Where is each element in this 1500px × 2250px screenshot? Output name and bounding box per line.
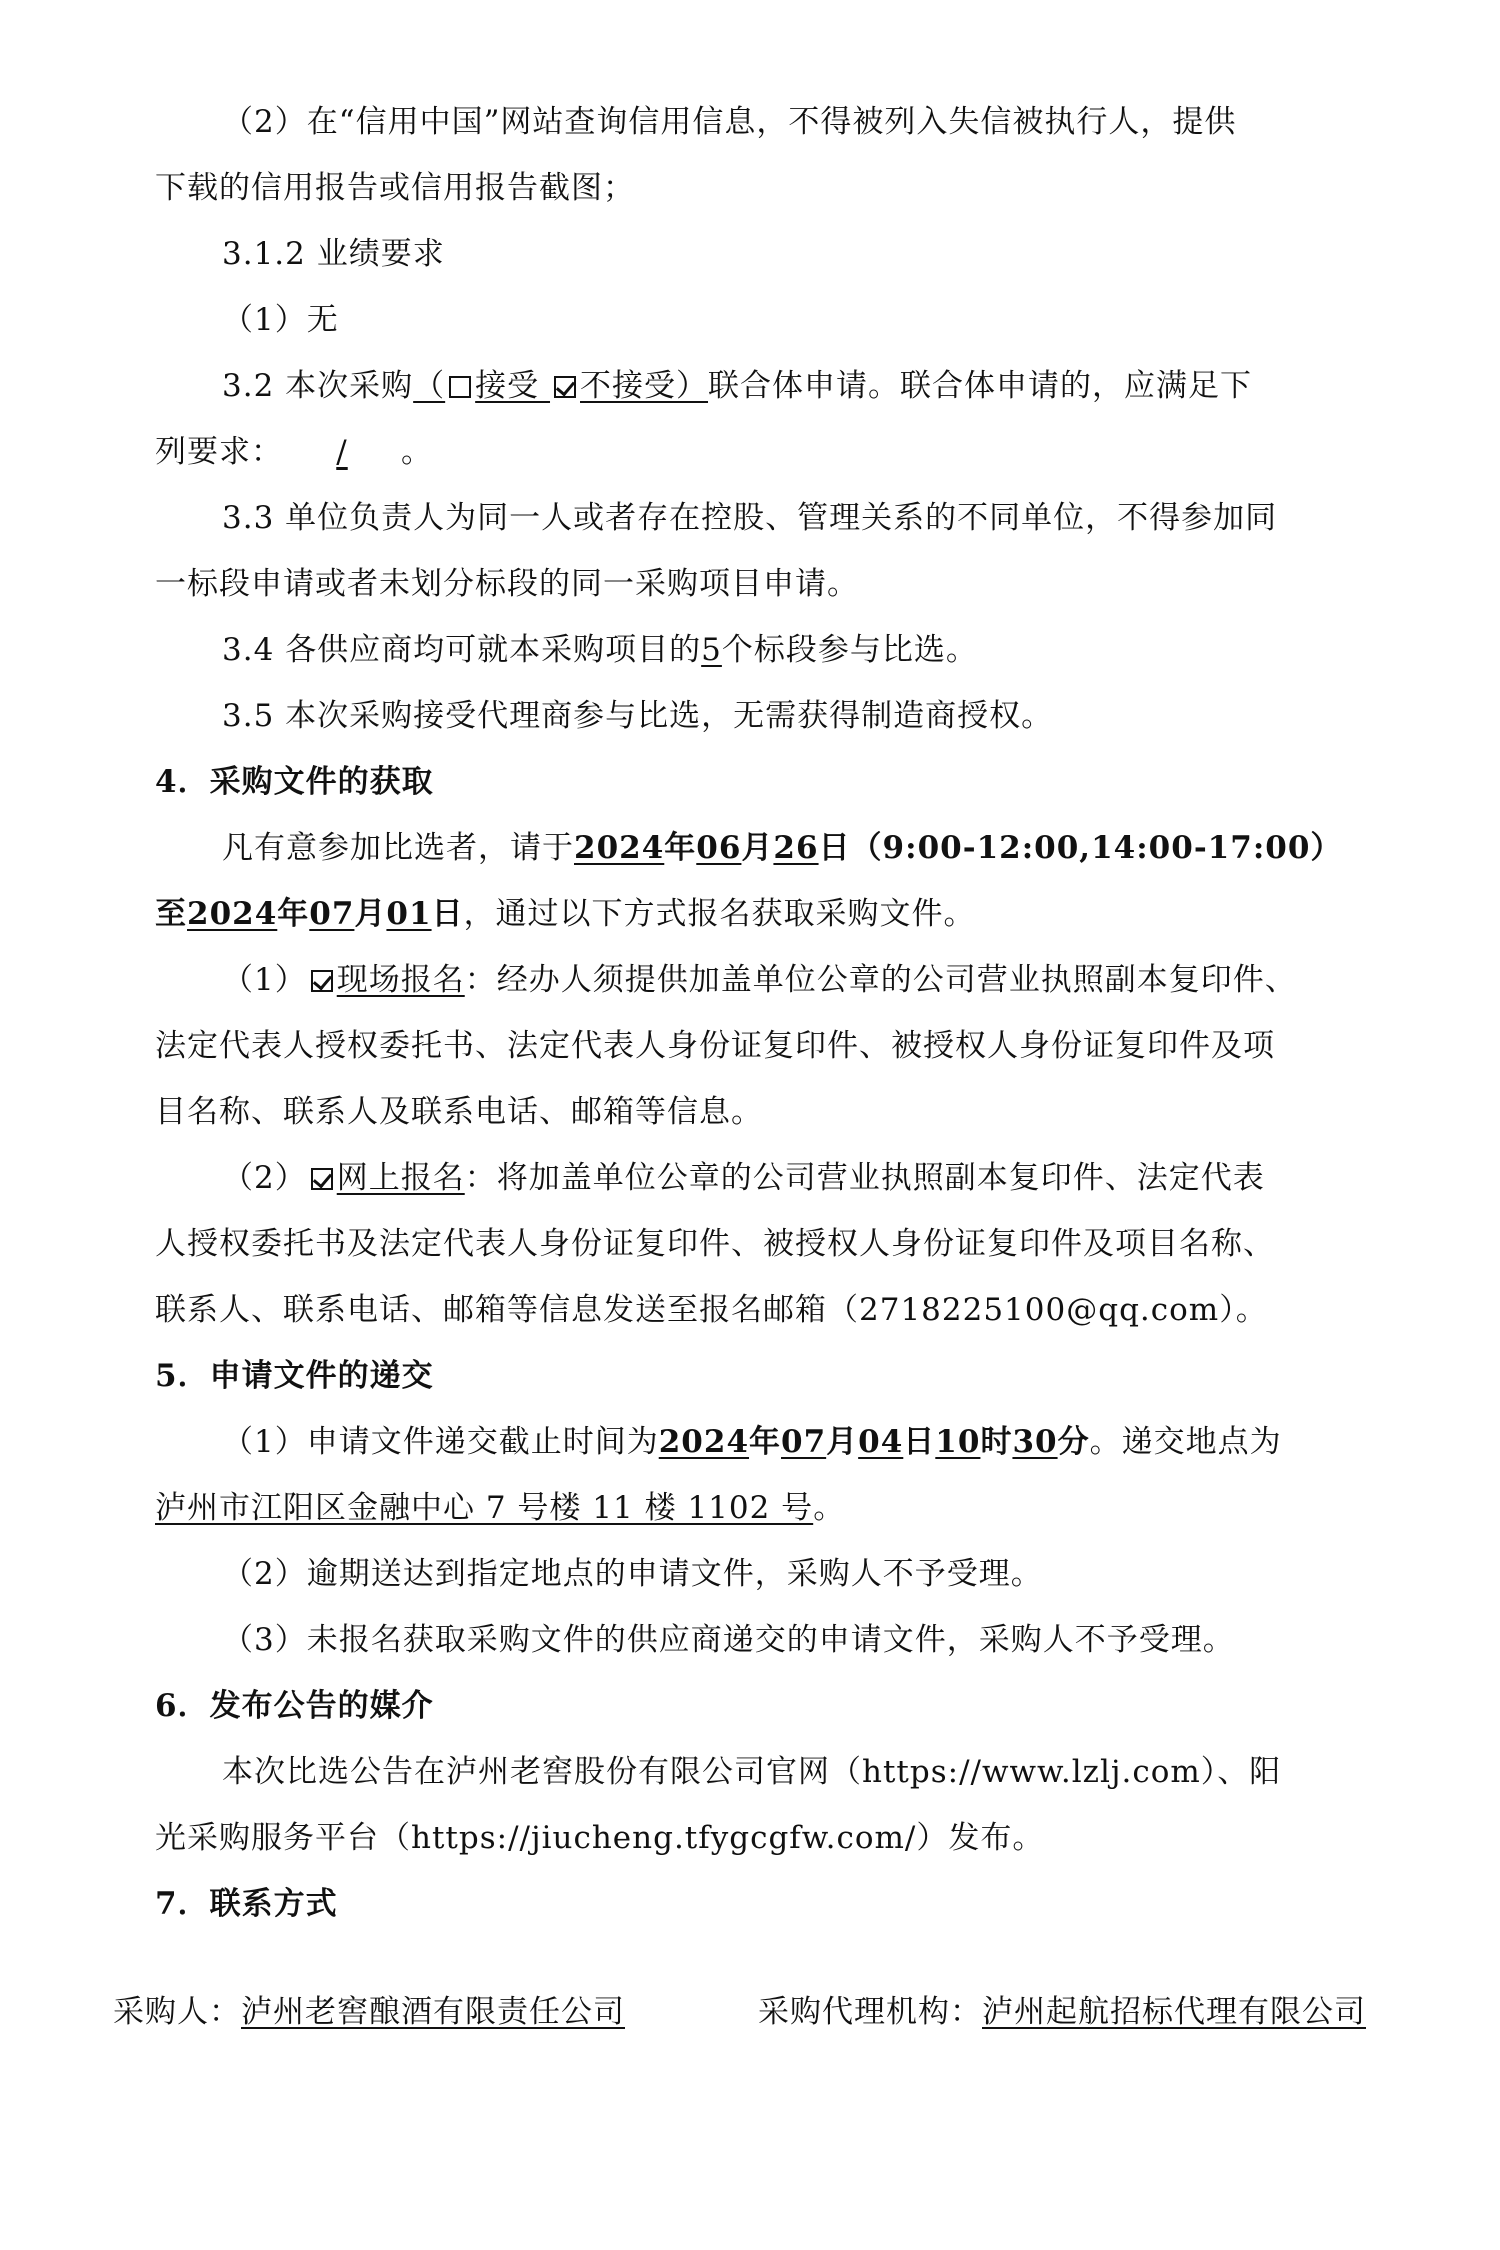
section-3-3 <box>222 496 1412 540</box>
paragraph-line <box>222 958 1412 1002</box>
date-month: 06 <box>696 830 742 866</box>
text: 3.5 本次采购接受代理商参与比选，无需获得制造商授权。 <box>222 698 1054 734</box>
text: 3.2 本次采购 <box>222 368 414 404</box>
text: （2）逾期送达到指定地点的申请文件，采购人不予受理。 <box>222 1556 1043 1592</box>
text: （3）未报名获取采购文件的供应商递交的申请文件，采购人不予受理。 <box>222 1622 1235 1658</box>
onsite-registration: 现场报名 <box>336 962 465 998</box>
text: 目名称、联系人及联系电话、邮箱等信息。 <box>155 1094 763 1130</box>
text: 不接受） <box>580 368 709 404</box>
heading-5 <box>155 1354 1345 1398</box>
paragraph-line <box>222 1552 1412 1596</box>
section-3-4 <box>222 628 1412 672</box>
date-year: 2024 <box>187 896 278 932</box>
date-year: 2024 <box>574 830 665 866</box>
buyer-label: 采购人： <box>113 1994 241 2030</box>
paragraph-line <box>155 562 1345 606</box>
text: 至 <box>155 896 187 932</box>
paragraph-line <box>155 166 1345 210</box>
text: 3.4 各供应商均可就本采购项目的 <box>222 632 702 668</box>
text: （2）在“信用中国”网站查询信用信息，不得被列入失信被执行人，提供 <box>222 104 1237 140</box>
text: （1） <box>222 962 307 998</box>
text: 5．申请文件的递交 <box>155 1358 434 1394</box>
paragraph-line <box>222 1618 1412 1662</box>
buyer-name: 泸州老窖酿酒有限责任公司 <box>241 1994 625 2030</box>
paragraph-line <box>222 1750 1412 1794</box>
text: 日 <box>903 1424 936 1460</box>
text: （ <box>413 368 446 404</box>
paragraph-line <box>155 1024 1345 1068</box>
date-day: 26 <box>773 830 819 866</box>
text: 分 <box>1057 1424 1090 1460</box>
paragraph-line <box>222 1156 1412 1200</box>
text: 列要求： <box>155 434 283 470</box>
text: 月 <box>741 830 774 866</box>
text: 4．采购文件的获取 <box>155 764 434 800</box>
online-registration: 网上报名 <box>336 1160 465 1196</box>
time-minute: 30 <box>1012 1424 1058 1460</box>
paragraph-line <box>155 1090 1345 1134</box>
submission-address: 泸州市江阳区金融中心 7 号楼 11 楼 1102 号 <box>155 1490 814 1526</box>
text: 7．联系方式 <box>155 1886 338 1922</box>
section-3-1-2 <box>222 232 1412 276</box>
agent-label: 采购代理机构： <box>758 1994 982 2030</box>
text: 日 <box>431 896 464 932</box>
paragraph-line <box>155 430 1345 474</box>
text: 本次比选公告在泸州老窖股份有限公司官网（https://www.lzlj.com）、阳 <box>222 1754 1282 1790</box>
checked-box-icon <box>311 1168 333 1190</box>
text: 年 <box>277 896 310 932</box>
text: 人授权委托书及法定代表人身份证复印件、被授权人身份证复印件及项目名称、 <box>155 1226 1275 1262</box>
text: 。 <box>813 1490 846 1526</box>
paragraph-line <box>155 1222 1345 1266</box>
date-year: 2024 <box>658 1424 750 1460</box>
paragraph-line <box>222 100 1412 144</box>
text: 接受 <box>475 368 551 404</box>
heading-7 <box>155 1882 1345 1926</box>
buyer-signature <box>113 1990 625 2034</box>
text: 法定代表人授权委托书、法定代表人身份证复印件、被授权人身份证复印件及项 <box>155 1028 1275 1064</box>
paragraph-line <box>222 826 1412 870</box>
agent-signature <box>758 1990 1366 2034</box>
consortium-options <box>413 368 708 404</box>
text: 。 <box>401 434 433 470</box>
unchecked-box-icon <box>449 376 471 398</box>
blank-field: / <box>336 434 348 470</box>
text: 日（9:00-12:00,14:00-17:00） <box>818 830 1343 866</box>
text: （2） <box>222 1160 307 1196</box>
date-day: 01 <box>386 896 432 932</box>
text: 年 <box>749 1424 782 1460</box>
text: 一标段申请或者未划分标段的同一采购项目申请。 <box>155 566 859 602</box>
paragraph-line <box>155 892 1345 936</box>
date-month: 07 <box>309 896 355 932</box>
text: ：将加盖单位公章的公司营业执照副本复印件、法定代表 <box>464 1160 1265 1196</box>
text: 月 <box>826 1424 859 1460</box>
section-3-5 <box>222 694 1412 738</box>
text: 光采购服务平台（https://jiucheng.tfygcgfw.com/）发布。 <box>155 1820 1045 1856</box>
paragraph-line <box>222 298 1412 342</box>
text: ，通过以下方式报名获取采购文件。 <box>463 896 976 932</box>
text: 月 <box>354 896 387 932</box>
heading-6 <box>155 1684 1345 1728</box>
checked-box-icon <box>311 970 333 992</box>
text: 下载的信用报告或信用报告截图； <box>155 170 635 206</box>
date-month: 07 <box>781 1424 827 1460</box>
text: 联系人、联系电话、邮箱等信息发送至报名邮箱（2718225100@qq.com）。 <box>155 1292 1268 1328</box>
text: 6．发布公告的媒介 <box>155 1688 434 1724</box>
time-hour: 10 <box>935 1424 981 1460</box>
paragraph-line <box>155 1288 1345 1332</box>
heading-4 <box>155 760 1345 804</box>
checked-box-icon <box>554 376 576 398</box>
date-day: 04 <box>858 1424 904 1460</box>
text: 年 <box>664 830 697 866</box>
text: 3.1.2 业绩要求 <box>222 236 445 272</box>
lot-count: 5 <box>701 632 722 668</box>
section-3-2 <box>222 364 1412 408</box>
text: 凡有意参加比选者，请于 <box>222 830 574 866</box>
text: （1）无 <box>222 302 339 338</box>
agent-name: 泸州起航招标代理有限公司 <box>982 1994 1366 2030</box>
paragraph-line <box>222 1420 1412 1464</box>
text: 时 <box>980 1424 1013 1460</box>
paragraph-line <box>155 1486 1345 1530</box>
text: 3.3 单位负责人为同一人或者存在控股、管理关系的不同单位，不得参加同 <box>222 500 1278 536</box>
text: ：经办人须提供加盖单位公章的公司营业执照副本复印件、 <box>464 962 1297 998</box>
text: 联合体申请。联合体申请的，应满足下 <box>708 368 1253 404</box>
text: 。递交地点为 <box>1089 1424 1282 1460</box>
text: 个标段参与比选。 <box>721 632 978 668</box>
text: （1）申请文件递交截止时间为 <box>222 1424 659 1460</box>
paragraph-line <box>155 1816 1345 1860</box>
